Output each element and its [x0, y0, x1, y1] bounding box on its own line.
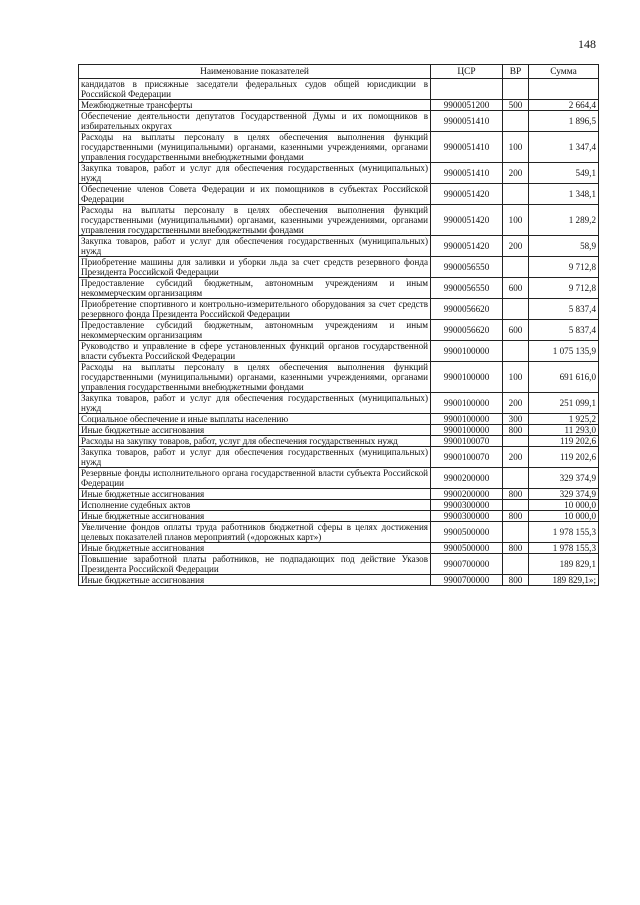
cell-name: Увеличение фондов оплаты труда работников бюджетной сферы в целях достижения целевых показателей планов мероприятий («дорожных карт»)	[79, 522, 431, 543]
column-header-csr: ЦСР	[431, 65, 503, 79]
table-row	[79, 205, 599, 236]
cell-sum: 9 712,8	[529, 278, 599, 299]
cell-sum: 1 978 155,3	[529, 522, 599, 543]
cell-vr: 800	[503, 543, 529, 554]
cell-sum: 1 978 155,3	[529, 543, 599, 554]
table-row	[79, 236, 599, 257]
table-row	[79, 436, 599, 447]
cell-csr: 9900500000	[431, 522, 503, 543]
cell-sum: 1 896,5	[529, 111, 599, 132]
cell-name: Предоставление субсидий бюджетным, автономным учреждениям и иным некоммерческим организациям	[79, 320, 431, 341]
cell-sum: 1 289,2	[529, 205, 599, 236]
cell-sum: 1 348,1	[529, 184, 599, 205]
cell-vr: 600	[503, 320, 529, 341]
cell-name: Повышение заработной платы работников, не подпадающих под действие Указов Президента Российской Федерации	[79, 554, 431, 575]
cell-sum: 10 000,0	[529, 511, 599, 522]
cell-name: Иные бюджетные ассигнования	[79, 543, 431, 554]
cell-sum: 119 202,6	[529, 436, 599, 447]
cell-sum: 1 075 135,9	[529, 341, 599, 362]
cell-name: Закупка товаров, работ и услуг для обеспечения государственных (муниципальных) нужд	[79, 393, 431, 414]
cell-vr: 200	[503, 236, 529, 257]
cell-name: Иные бюджетные ассигнования	[79, 489, 431, 500]
cell-csr: 9900700000	[431, 575, 503, 586]
cell-vr: 800	[503, 511, 529, 522]
cell-csr: 9900100000	[431, 362, 503, 393]
column-header-vr: ВР	[503, 65, 529, 79]
cell-csr: 9900056620	[431, 320, 503, 341]
cell-name: Иные бюджетные ассигнования	[79, 575, 431, 586]
table-row	[79, 362, 599, 393]
table-row	[79, 414, 599, 425]
cell-vr	[503, 436, 529, 447]
cell-sum: 251 099,1	[529, 393, 599, 414]
table-row	[79, 575, 599, 586]
cell-name: Межбюджетные трансферты	[79, 100, 431, 111]
cell-vr	[503, 341, 529, 362]
cell-sum: 119 202,6	[529, 447, 599, 468]
table-row	[79, 278, 599, 299]
table-row	[79, 132, 599, 163]
column-header-name: Наименование показателей	[79, 65, 431, 79]
table-row	[79, 425, 599, 436]
cell-vr: 800	[503, 489, 529, 500]
cell-csr: 9900056550	[431, 257, 503, 278]
table-row	[79, 543, 599, 554]
cell-csr: 9900100070	[431, 447, 503, 468]
cell-csr: 9900051420	[431, 205, 503, 236]
cell-vr	[503, 468, 529, 489]
cell-name: Закупка товаров, работ и услуг для обеспечения государственных (муниципальных) нужд	[79, 163, 431, 184]
budget-table	[78, 64, 599, 586]
cell-name: Обеспечение деятельности депутатов Государственной Думы и их помощников в избирательных округах	[79, 111, 431, 132]
table-row	[79, 111, 599, 132]
cell-name: Резервные фонды исполнительного органа государственной власти субъекта Российской Федерации	[79, 468, 431, 489]
table-row	[79, 447, 599, 468]
cell-sum: 11 293,0	[529, 425, 599, 436]
cell-sum: 329 374,9	[529, 489, 599, 500]
cell-csr: 9900056620	[431, 299, 503, 320]
cell-csr: 9900100070	[431, 436, 503, 447]
cell-csr: 9900200000	[431, 489, 503, 500]
cell-vr: 800	[503, 425, 529, 436]
table-body	[79, 79, 599, 586]
cell-sum	[529, 79, 599, 100]
cell-name: Предоставление субсидий бюджетным, автономным учреждениям и иным некоммерческим организациям	[79, 278, 431, 299]
cell-sum: 1 925,2	[529, 414, 599, 425]
cell-csr: 9900100000	[431, 414, 503, 425]
cell-csr	[431, 79, 503, 100]
cell-sum: 329 374,9	[529, 468, 599, 489]
cell-sum: 9 712,8	[529, 257, 599, 278]
cell-csr: 9900051410	[431, 111, 503, 132]
cell-vr: 100	[503, 205, 529, 236]
table-row	[79, 522, 599, 543]
cell-sum: 691 616,0	[529, 362, 599, 393]
cell-name: Приобретение машины для заливки и уборки льда за счет средств резервного фонда Президента Российской Федерации	[79, 257, 431, 278]
cell-csr: 9900051200	[431, 100, 503, 111]
cell-vr: 100	[503, 362, 529, 393]
cell-csr: 9900051410	[431, 163, 503, 184]
cell-sum: 189 829,1»;	[529, 575, 599, 586]
table-row	[79, 489, 599, 500]
cell-sum: 5 837,4	[529, 320, 599, 341]
table-header-row	[79, 65, 599, 79]
cell-name: Расходы на закупку товаров, работ, услуг для обеспечения государственных нужд	[79, 436, 431, 447]
cell-name: Приобретение спортивного и контрольно-измерительного оборудования за счет средств резервного фонда Президента Российской Федерации	[79, 299, 431, 320]
cell-csr: 9900051420	[431, 236, 503, 257]
table-row	[79, 163, 599, 184]
table-row	[79, 554, 599, 575]
cell-name: Закупка товаров, работ и услуг для обеспечения государственных (муниципальных) нужд	[79, 236, 431, 257]
cell-csr: 9900056550	[431, 278, 503, 299]
column-header-sum: Сумма	[529, 65, 599, 79]
page-number: 148	[578, 37, 596, 51]
cell-csr: 9900051420	[431, 184, 503, 205]
cell-csr: 9900100000	[431, 425, 503, 436]
cell-vr	[503, 257, 529, 278]
cell-csr: 9900200000	[431, 468, 503, 489]
table-row	[79, 79, 599, 100]
cell-vr: 600	[503, 278, 529, 299]
cell-name: Расходы на выплаты персоналу в целях обеспечения выполнения функций государственными (муниципальными) органами, казенными учреждениями, органами управления государственными внебюджетными фондами	[79, 362, 431, 393]
cell-name: Иные бюджетные ассигнования	[79, 425, 431, 436]
cell-sum: 2 664,4	[529, 100, 599, 111]
cell-vr	[503, 500, 529, 511]
cell-name: Расходы на выплаты персоналу в целях обеспечения выполнения функций государственными (муниципальными) органами, казенными учреждениями, органами управления государственными внебюджетными фондами	[79, 132, 431, 163]
cell-csr: 9900100000	[431, 393, 503, 414]
cell-sum: 5 837,4	[529, 299, 599, 320]
cell-vr: 200	[503, 393, 529, 414]
cell-name: Закупка товаров, работ и услуг для обеспечения государственных (муниципальных) нужд	[79, 447, 431, 468]
cell-csr: 9900700000	[431, 554, 503, 575]
table-row	[79, 100, 599, 111]
cell-vr: 100	[503, 132, 529, 163]
table-row	[79, 184, 599, 205]
cell-sum: 549,1	[529, 163, 599, 184]
cell-vr: 800	[503, 575, 529, 586]
cell-name: Социальное обеспечение и иные выплаты населению	[79, 414, 431, 425]
cell-csr: 9900051410	[431, 132, 503, 163]
cell-sum: 1 347,4	[529, 132, 599, 163]
table-row	[79, 320, 599, 341]
cell-csr: 9900500000	[431, 543, 503, 554]
table-row	[79, 299, 599, 320]
cell-vr: 200	[503, 447, 529, 468]
cell-csr: 9900300000	[431, 500, 503, 511]
cell-vr	[503, 299, 529, 320]
cell-name: кандидатов в присяжные заседатели федеральных судов общей юрисдикции в Российской Федерации	[79, 79, 431, 100]
cell-name: Расходы на выплаты персоналу в целях обеспечения выполнения функций государственными (муниципальными) органами, казенными учреждениями, органами управления государственными внебюджетными фондами	[79, 205, 431, 236]
cell-vr	[503, 184, 529, 205]
cell-vr	[503, 522, 529, 543]
cell-vr	[503, 111, 529, 132]
table-row	[79, 257, 599, 278]
table-row	[79, 341, 599, 362]
table-row	[79, 393, 599, 414]
table-row	[79, 500, 599, 511]
cell-vr: 500	[503, 100, 529, 111]
cell-vr: 200	[503, 163, 529, 184]
cell-vr	[503, 79, 529, 100]
cell-name: Обеспечение членов Совета Федерации и их помощников в субъектах Российской Федерации	[79, 184, 431, 205]
cell-vr: 300	[503, 414, 529, 425]
cell-sum: 10 000,0	[529, 500, 599, 511]
table-row	[79, 468, 599, 489]
cell-name: Руководство и управление в сфере установленных функций органов государственной власти субъекта Российской Федерации	[79, 341, 431, 362]
cell-csr: 9900300000	[431, 511, 503, 522]
cell-sum: 58,9	[529, 236, 599, 257]
cell-sum: 189 829,1	[529, 554, 599, 575]
cell-csr: 9900100000	[431, 341, 503, 362]
cell-name: Исполнение судебных актов	[79, 500, 431, 511]
cell-name: Иные бюджетные ассигнования	[79, 511, 431, 522]
table-row	[79, 511, 599, 522]
cell-vr	[503, 554, 529, 575]
